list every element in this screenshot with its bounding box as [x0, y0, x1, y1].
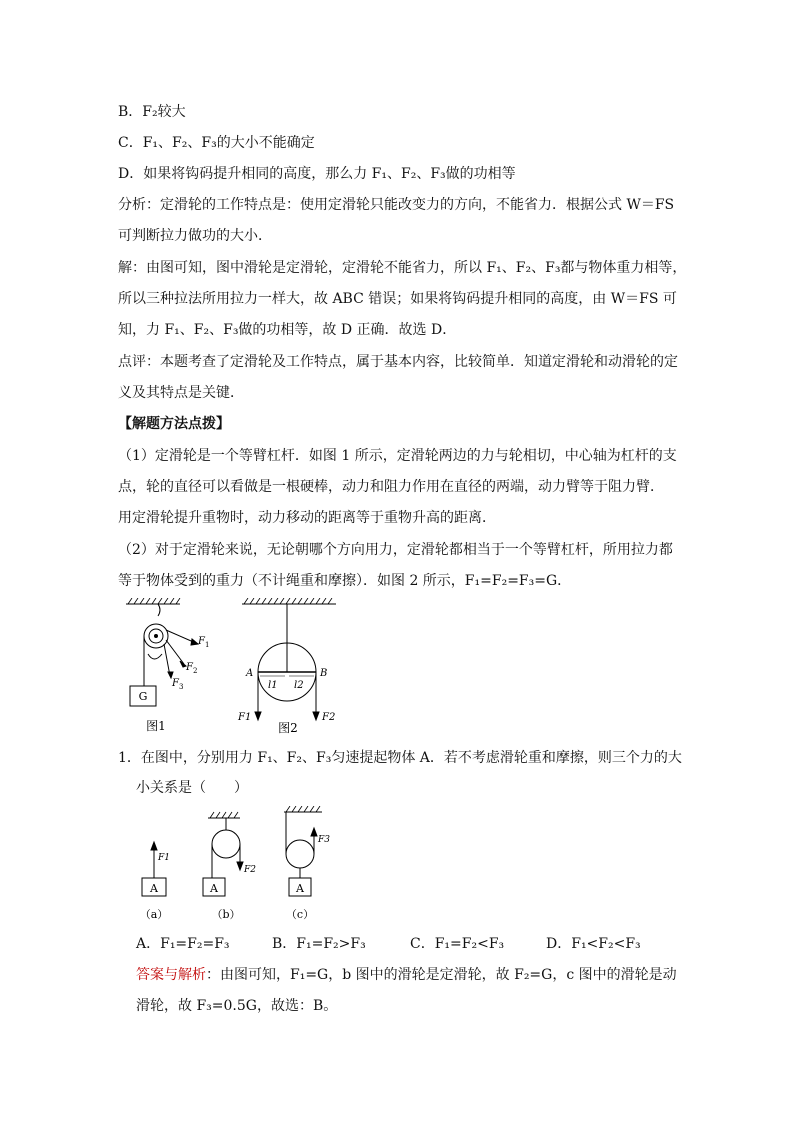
analysis-line-1: 分析：定滑轮的工作特点是：使用定滑轮只能改变力的方向，不能省力．根据公式 W＝FS: [118, 197, 675, 213]
figure-1-pulley: [118, 598, 228, 738]
method-p1-line-3: 用定滑轮提升重物时，动力移动的距离等于重物升高的距离．: [118, 510, 496, 526]
caption-a: （a）: [139, 908, 169, 921]
caption-b: （b）: [211, 908, 241, 921]
solution-line-3: 知，力 F₁、F₂、F₃做的功相等，故 D 正确．故选 D．: [118, 322, 457, 338]
point-a-label: A: [246, 668, 254, 679]
choice-c: C．F₁=F₂<F₃: [410, 936, 505, 952]
comment-line-1: 点评：本题考查了定滑轮及工作特点，属于基本内容，比较简单．知道定滑轮和动滑轮的定: [118, 354, 678, 370]
block-a-label-c: A: [296, 882, 304, 895]
point-b-label: B: [320, 668, 328, 679]
force-f3-label: F3: [318, 835, 330, 845]
answer-label: 答案与解析: [136, 967, 206, 983]
option-b: B．F₂较大: [118, 104, 186, 120]
arm-l2-label: l2: [294, 680, 304, 691]
f1-label: F: [198, 636, 205, 647]
force-f1-label: F1: [158, 853, 170, 863]
question-line-1: 1．在图中，分别用力 F₁、F₂、F₃匀速提起物体 A．若不考虑滑轮重和摩擦，则三个力的大: [118, 750, 682, 766]
f1-subscript: 1: [205, 641, 210, 649]
figure-1-caption: 图1: [146, 719, 166, 733]
answer-line-2: 滑轮，故 F₃=0.5G，故选：B。: [136, 998, 338, 1014]
force-f2-label: F2: [244, 865, 256, 875]
answer-text-1: ：由图可知，F₁=G，b 图中的滑轮是定滑轮，故 F₂=G，c 图中的滑轮是动: [206, 967, 677, 983]
f1-label: F1: [238, 712, 252, 723]
f3-label: F: [172, 678, 179, 689]
f2-label: F: [186, 662, 193, 673]
f2-label: F2: [322, 712, 336, 723]
block-a-label-b: A: [210, 882, 218, 895]
method-p1-line-1: （1）定滑轮是一个等臂杠杆．如图 1 所示，定滑轮两边的力与轮相切，中心轴为杠杆的支: [118, 448, 677, 464]
block-a-label-a: A: [150, 882, 158, 895]
option-c: C．F₁、F₂、F₃的大小不能确定: [118, 135, 315, 151]
choice-b: B．F₁=F₂>F₃: [272, 936, 366, 952]
choice-d: D．F₁<F₂<F₃: [546, 936, 641, 952]
figure-2-pulley-lever: [230, 598, 350, 740]
option-d: D．如果将钩码提升相同的高度，那么力 F₁、F₂、F₃做的功相等: [118, 166, 516, 182]
question-line-2: 小关系是（ ）: [136, 780, 248, 796]
figure-2-caption: 图2: [278, 721, 298, 735]
method-p2-line-1: （2）对于定滑轮来说，无论朝哪个方向用力，定滑轮都相当于一个等臂杠杆，所用拉力都: [118, 542, 673, 558]
arm-l1-label: l1: [268, 680, 278, 691]
analysis-line-2: 可判断拉力做功的大小．: [118, 228, 272, 244]
f3-subscript: 3: [179, 683, 184, 691]
solution-line-2: 所以三种拉法所用拉力一样大，故 ABC 错误；如果将钩码提升相同的高度，由 W＝FS 可: [118, 291, 677, 307]
method-p2-line-2: 等于物体受到的重力（不计绳重和摩擦）．如图 2 所示，F₁=F₂=F₃=G．: [118, 573, 572, 589]
figure-3-pulley-comparison: [128, 806, 338, 928]
choice-a: A．F₁=F₂=F₃: [136, 936, 230, 952]
f2-subscript: 2: [193, 667, 198, 675]
method-p1-line-2: 点，轮的直径可以看做是一根硬棒，动力和阻力作用在直径的两端，动力臂等于阻力臂．: [118, 479, 664, 495]
comment-line-2: 义及其特点是关键．: [118, 385, 244, 401]
caption-c: （c）: [285, 908, 315, 921]
weight-label: G: [138, 690, 148, 703]
method-heading: 【解题方法点拨】: [118, 416, 230, 432]
solution-line-1: 解：由图可知，图中滑轮是定滑轮，定滑轮不能省力，所以 F₁、F₂、F₃都与物体重力相等，: [118, 260, 687, 276]
answer-line-1: [136, 965, 677, 985]
